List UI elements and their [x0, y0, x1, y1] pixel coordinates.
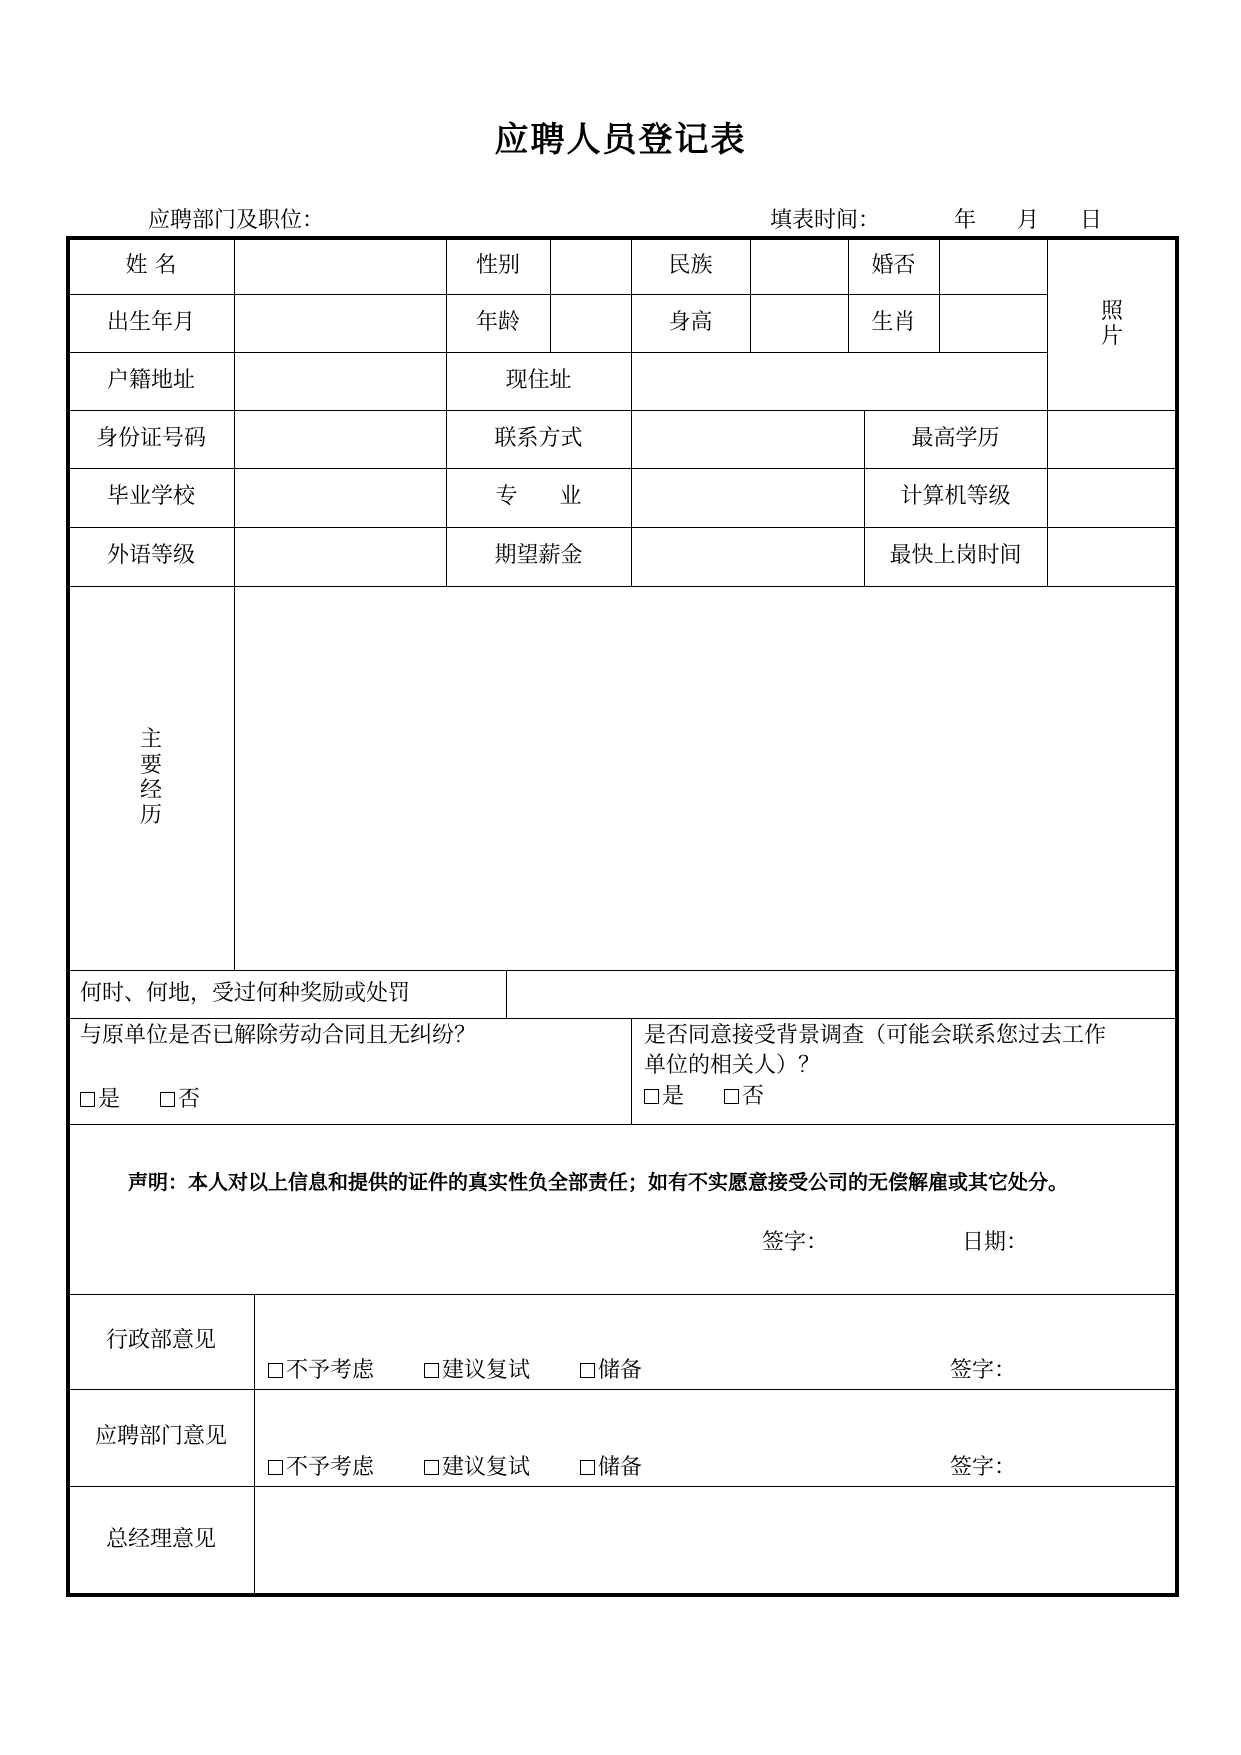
background-no-label: 否: [742, 1084, 765, 1109]
declaration-sign-label: 签字：: [762, 1230, 829, 1255]
admin-reserve-checkbox[interactable]: [580, 1363, 595, 1378]
experience-label: [68, 586, 234, 970]
expected-salary-label: 期望薪金: [494, 543, 583, 569]
ethnicity-label: 民族: [668, 252, 713, 278]
dept-opinion-options: [268, 1454, 642, 1483]
admin-sign-label: 签字：: [950, 1358, 1017, 1383]
dept-position-label: 应聘部门及职位：: [148, 208, 325, 233]
col-line: [631, 1018, 632, 1124]
dept-reserve-checkbox[interactable]: [580, 1460, 595, 1475]
admin-reject-label: 不予考虑: [286, 1358, 375, 1383]
col-line: [506, 970, 507, 1018]
background-question-line2: 单位的相关人）？: [644, 1053, 821, 1078]
id-number-label: 身份证号码: [95, 425, 206, 451]
height-label: 身高: [668, 309, 713, 335]
language-level-label: 外语等级: [106, 543, 195, 569]
admin-retest-label: 建议复试: [442, 1358, 531, 1383]
row-line: [68, 1124, 1177, 1125]
form-title: 应聘人员登记表: [494, 120, 747, 160]
labor-yes-label: 是: [98, 1087, 121, 1112]
experience-char-3: 经: [139, 778, 162, 803]
experience-char-4: 历: [139, 803, 162, 829]
col-line: [234, 238, 235, 970]
experience-char-1: 主: [139, 727, 162, 753]
dept-reserve-label: 储备: [598, 1455, 643, 1480]
rewards-label: 何时、何地，受过何种奖励或处罚: [80, 980, 411, 1006]
admin-opinion-label: 行政部意见: [105, 1328, 216, 1354]
labor-question: 与原单位是否已解除劳动合同且无纠纷？: [80, 1023, 477, 1048]
year-label: 年: [954, 208, 977, 233]
photo-label-1: 照: [1100, 298, 1123, 324]
name-label: 姓 名: [125, 252, 177, 278]
declaration-prefix: 声明：: [128, 1170, 188, 1194]
labor-yes-checkbox[interactable]: [80, 1092, 95, 1107]
declaration-text: 本人对以上信息和提供的证件的真实性负全部责任；如有不实愿意接受公司的无偿解雇或其它处分。: [188, 1170, 1068, 1194]
current-address-label: 现住址: [505, 367, 572, 393]
declaration-date-label: 日期：: [962, 1230, 1029, 1255]
education-label: 最高学历: [911, 425, 1000, 451]
day-label: 日: [1080, 208, 1103, 233]
earliest-start-label: 最快上岗时间: [889, 543, 1022, 569]
labor-options: [80, 1086, 200, 1115]
col-line: [254, 1294, 255, 1595]
background-question-line1: 是否同意接受背景调查（可能会联系您过去工作: [644, 1023, 1107, 1048]
photo-label-2: 片: [1100, 324, 1123, 349]
school-label: 毕业学校: [106, 484, 195, 510]
marital-label: 婚否: [871, 252, 916, 278]
background-yes-label: 是: [662, 1084, 685, 1109]
age-label: 年龄: [475, 309, 520, 335]
col-line: [939, 238, 940, 352]
labor-no-checkbox[interactable]: [160, 1092, 175, 1107]
computer-level-label: 计算机等级: [900, 484, 1011, 510]
hukou-label: 户籍地址: [106, 367, 195, 393]
gm-opinion-label: 总经理意见: [105, 1527, 216, 1553]
dept-sign-label: 签字：: [950, 1455, 1017, 1480]
labor-no-label: 否: [178, 1087, 201, 1112]
declaration: [128, 1169, 1068, 1195]
dept-reject-checkbox[interactable]: [268, 1460, 283, 1475]
zodiac-label: 生肖: [871, 309, 916, 335]
background-yes-checkbox[interactable]: [644, 1089, 659, 1104]
birth-label: 出生年月: [106, 309, 195, 335]
dept-retest-checkbox[interactable]: [424, 1460, 439, 1475]
fill-date-label: 填表时间：: [770, 208, 881, 233]
gender-label: 性别: [475, 252, 520, 278]
month-label: 月: [1017, 208, 1040, 233]
dept-retest-label: 建议复试: [442, 1455, 531, 1480]
experience-char-2: 要: [139, 752, 162, 778]
admin-opinion-options: [268, 1357, 642, 1386]
col-line: [550, 238, 551, 352]
major-label: 专 业: [495, 484, 582, 510]
dept-reject-label: 不予考虑: [286, 1455, 375, 1480]
dept-opinion-label: 应聘部门意见: [94, 1424, 227, 1450]
col-line: [750, 238, 751, 352]
admin-reject-checkbox[interactable]: [268, 1363, 283, 1378]
contact-label: 联系方式: [494, 425, 583, 451]
photo-box: [1047, 238, 1177, 410]
background-no-checkbox[interactable]: [724, 1089, 739, 1104]
background-options: [644, 1083, 764, 1112]
admin-retest-checkbox[interactable]: [424, 1363, 439, 1378]
admin-reserve-label: 储备: [598, 1358, 643, 1383]
row-line: [68, 1018, 1177, 1019]
